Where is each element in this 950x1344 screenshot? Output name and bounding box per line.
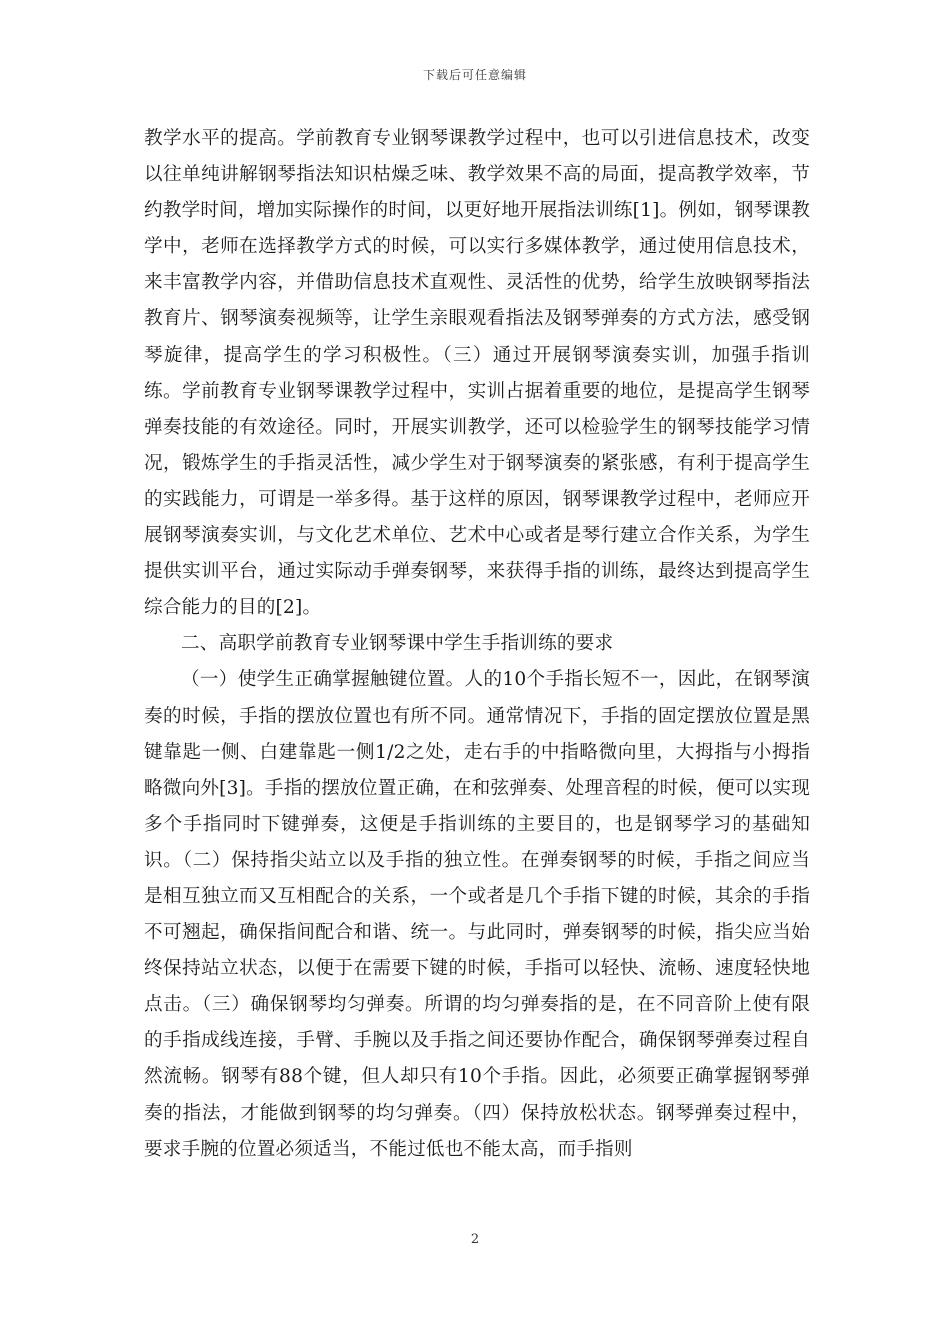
- page-number: 2: [470, 1232, 480, 1247]
- paragraph-info-technology: 教学水平的提高。学前教育专业钢琴课教学过程中，也可以引进信息技术，改变以往单纯讲解钢琴指法知识枯燥乏味、教学效果不高的局面，提高教学效率，节约教学时间，增加实际操作的时间，以更好地开展指法训练[1]。例如，钢琴课教学中，老师在选择教学方式的时候，可以实行多媒体教学，通过使用信息技术，来丰富教学内容，并借助信息技术直观性、灵活性的优势，给学生放映钢琴指法教育片、钢琴演奏视频等，让学生亲眼观看指法及钢琴弹奏的方式方法，感受钢琴旋律，提高学生的学习积极性。（三）通过开展钢琴演奏实训，加强手指训练。学前教育专业钢琴课教学过程中，实训占据着重要的地位，是提高学生钢琴弹奏技能的有效途径。同时，开展实训教学，还可以检验学生的钢琴技能学习情况，锻炼学生的手指灵活性，减少学生对于钢琴演奏的紧张感，有利于提高学生的实践能力，可谓是一举多得。基于这样的原因，钢琴课教学过程中，老师应开展钢琴演奏实训，与文化艺术单位、艺术中心或者是琴行建立合作关系，为学生提供实训平台，通过实际动手弹奏钢琴，来获得手指的训练，最终达到提高学生综合能力的目的[2]。: [144, 128, 810, 619]
- section-heading-finger-training-requirements: 二、高职学前教育专业钢琴课中学生手指训练的要求: [181, 633, 614, 655]
- paragraph-touch-key-position: （一）使学生正确掌握触键位置。人的10个手指长短不一，因此，在钢琴演奏的时候，手指的摆放位置也有所不同。通常情况下，手指的固定摆放位置是黑键靠匙一侧、白建靠匙一侧1/2之处，走右手的中指略微向里，大拇指与小拇指略微向外[3]。手指的摆放位置正确，在和弦弹奏、处理音程的时候，便可以实现多个手指同时下键弹奏，这便是手指训练的主要目的，也是钢琴学习的基础知识。（二）保持指尖站立以及手指的独立性。在弹奏钢琴的时候，手指之间应当是相互独立而又互相配合的关系，一个或者是几个手指下键的时候，其余的手指不可翘起，确保指间配合和谐、统一。与此同时，弹奏钢琴的时候，指尖应当始终保持站立状态，以便于在需要下键的时候，手指可以轻快、流畅、速度轻快地点击。（三）确保钢琴均匀弹奏。所谓的均匀弹奏指的是，在不同音阶上使有限的手指成线连接，手臂、手腕以及手指之间还要协作配合，确保钢琴弹奏过程自然流畅。钢琴有88个键，但人却只有10个手指。因此，必须要正确掌握钢琴弹奏的指法，才能做到钢琴的均匀弹奏。（四）保持放松状态。钢琴弹奏过程中，要求手腕的位置必须适当，不能过低也不能太高，而手指则: [144, 669, 810, 1160]
- page-header: 下载后可任意编辑: [422, 68, 527, 82]
- document-body: [144, 121, 810, 1168]
